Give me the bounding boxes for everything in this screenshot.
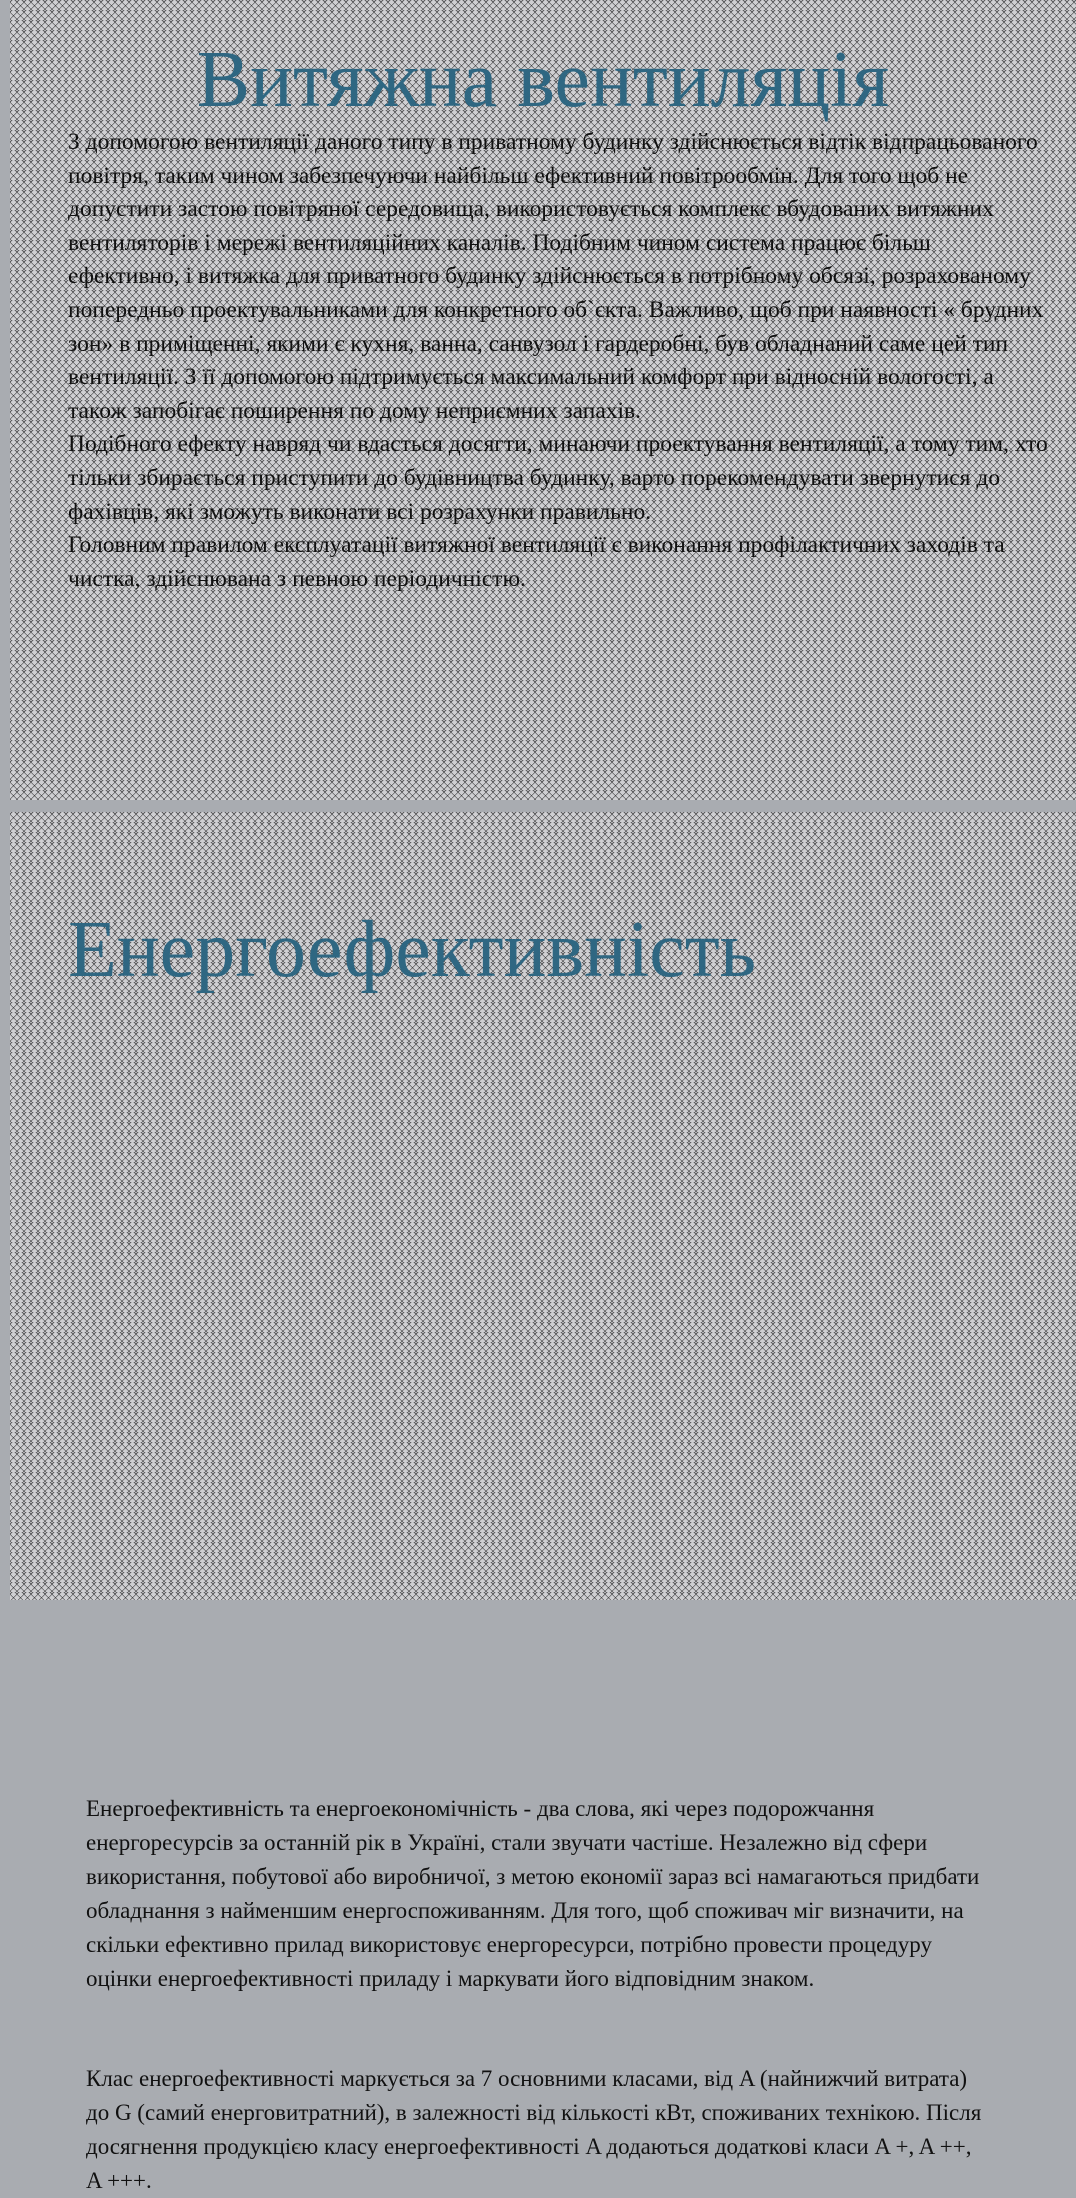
slide-body bbox=[68, 126, 1048, 596]
body-paragraph: Подібного ефекту навряд чи вдасться досягти, минаючи проектування вентиляції, а тому тим, хто тільки збирається приступити до будівництва будинку, варто порекомендувати звернутися до фахівців, які зможуть виконати всі розрахунки правильно. bbox=[68, 431, 1048, 525]
slide-title: Енергоефективність bbox=[68, 906, 757, 994]
body-paragraph: З допомогою вентиляції даного типу в приватному будинку здійснюється відтік відпрацьованого повітря, таким чином забезпечуючи найбільш ефективний повітрообмін. Для того щоб не допустити застою повітряної середовища, використовується комплекс вбудованих витяжних вентиляторів і мережі вентиляційних каналів. Подібним чином система працює більш ефективно, і витяжка для приватного будинку здійснюється в потрібному обсязі, розрахованому попередньо проектувальниками для конкретного об`єкта. Важливо, щоб при наявності « брудних зон» в приміщенні, якими є кухня, ванна, санвузол і гардеробні, був обладнаний саме цей тип вентиляції. З її допомогою підтримується максимальний комфорт при відносній вологості, а також запобігає поширення по дому неприємних запахів. bbox=[68, 129, 1044, 424]
slide-title: Витяжна вентиляція bbox=[196, 36, 890, 124]
slide-energy-efficiency bbox=[10, 812, 1076, 2193]
body-paragraph: Головним правилом експлуатації витяжної вентиляції є виконання профілактичних заходів та чистка, здійснювана з певною періодичністю. bbox=[68, 532, 1005, 592]
slide-exhaust-ventilation bbox=[10, 0, 1076, 800]
slide-body bbox=[86, 1792, 986, 2198]
body-paragraph: Клас енергоефективності маркується за 7 основними класами, від A (найнижчий витрата) до G (самий енерговитратний), в залежності від кількості кВт, споживаних технікою. Після досягнення продукцією класу енергоефективності A додаються додаткові класи A +, A ++, A +++. bbox=[86, 2066, 982, 2193]
body-paragraph: Енергоефективність та енергоекономічність - два слова, які через подорожчання енергоресурсів за останній рік в Україні, стали звучати частіше. Незалежно від сфери використання, побутової або виробничої, з метою економії зараз всі намагаються придбати обладнання з найменшим енергоспоживанням. Для того, щоб споживач міг визначити, на скільки ефективно прилад використовує енергоресурси, потрібно провести процедуру оцінки енергоефективності приладу і маркувати його відповідним знаком. bbox=[86, 1796, 980, 1991]
